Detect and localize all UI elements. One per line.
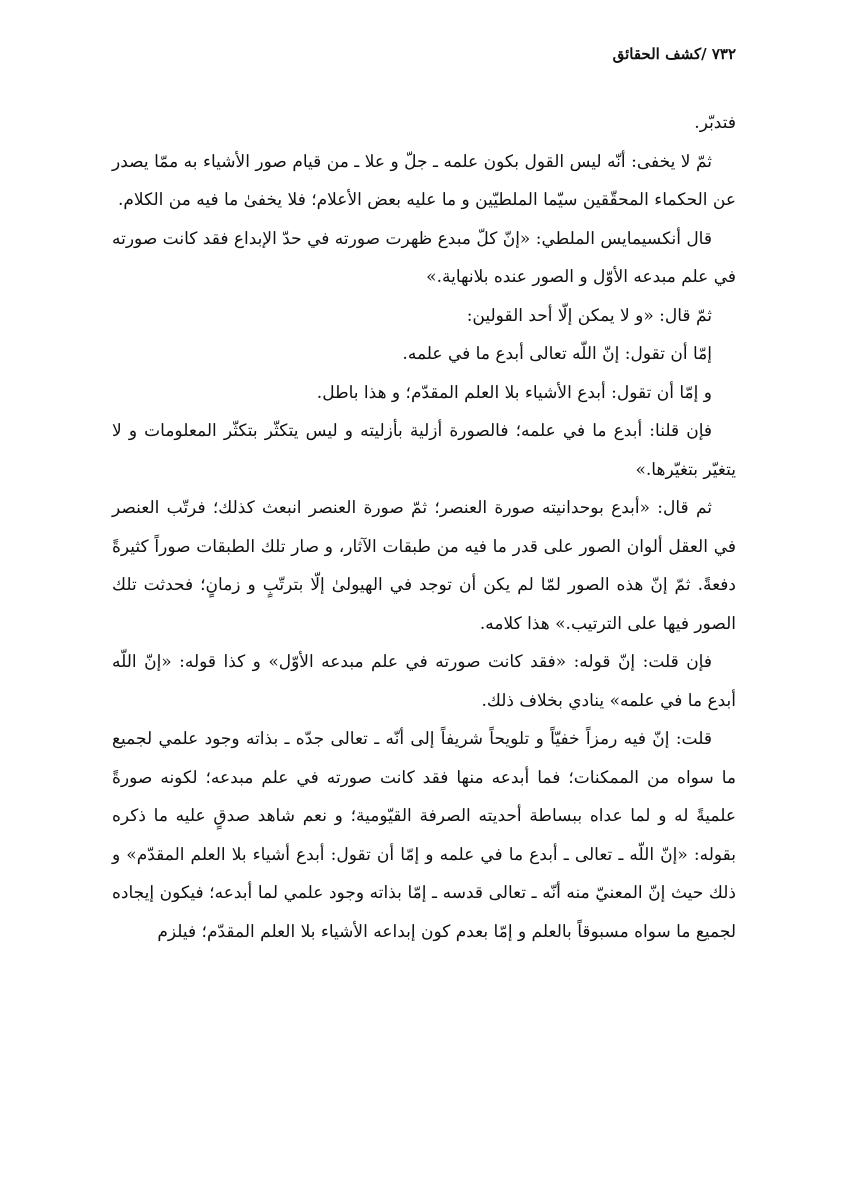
body-text <box>112 104 736 951</box>
paragraph: ثمّ لا يخفى: أنّه ليس القول بكون علمه ـ جلّ و علا ـ من قيام صور الأشياء به ممّا يصدر عن الحكماء المحقّقين سيّما الملطيّين و ما عليه بعض الأعلام؛ فلا يخفىٰ ما فيه من الكلام. <box>112 151 736 210</box>
paragraph: و إمّا أن تقول: أبدع الأشياء بلا العلم المقدّم؛ و هذا باطل. <box>316 382 712 403</box>
paragraph: إمّا أن تقول: إنّ اللّه تعالى أبدع ما في علمه. <box>402 344 712 364</box>
paragraph: فتدبّر. <box>694 113 736 133</box>
paragraph: فإن قلت: إنّ قوله: «فقد كانت صورته في علم مبدعه الأوّل» و كذا قوله: «إنّ اللّه أبدع ما في علمه» ينادي بخلاف ذلك. <box>112 652 736 711</box>
paragraph: قلت: إنّ فيه رمزاً خفيّاً و تلويحاً شريفاً إلى أنّه ـ تعالى جدّه ـ بذاته وجود علمي لجميع ما سواه من الممكنات؛ فما أبدعه منها فقد كانت صورته في علم مبدعه؛ لكونه صورةً علميةً له و لما عداه ببساطة أحديته الصرفة القيّومية؛ و نعم شاهد صدقٍ عليه ما ذكره بقوله: «إنّ اللّه ـ تعالى ـ أبدع ما في علمه و إمّا أن تقول: أبدع أشياء بلا العلم المقدّم» و ذلك حيث إنّ المعنيّ منه أنّه ـ تعالى قدسه ـ إمّا بذاته وجود علمي لما أبدعه؛ فيكون إيجاده لجميع ما سواه مسبوقاً بالعلم و إمّا بعدم كون إبداعه الأشياء بلا العلم المقدّم؛ فيلزم <box>112 729 736 942</box>
paragraph: ثمّ قال: «و لا يمكن إلّا أحد القولين: <box>466 305 712 326</box>
running-header: ۷۳۲ /کشف الحقائق <box>612 45 736 63</box>
paragraph: قال أنكسيمايس الملطي: «إنّ كلّ مبدع ظهرت صورته في حدّ الإبداع فقد كانت صورته في علم مبدعه الأوّل و الصور عنده بلانهاية.» <box>112 228 736 287</box>
paragraph: فإن قلنا: أبدع ما في علمه؛ فالصورة أزلية بأزليته و ليس يتكثّر بتكثّر المعلومات و لا يتغيّر بتغيّرها.» <box>112 421 736 480</box>
paragraph: ثم قال: «أبدع بوحدانيته صورة العنصر؛ ثمّ صورة العنصر انبعث كذلك؛ فرتّب العنصر في العقل ألوان الصور على قدر ما فيه من طبقات الآثار، و صار تلك الطبقات صوراً كثيرةً دفعةً. ثمّ إنّ هذه الصور لمّا لم يكن أن توجد في الهيولىٰ إلّا بترتّبٍ و زمانٍ؛ فحدثت تلك الصور فيها على الترتيب.» هذا كلامه. <box>112 498 736 634</box>
